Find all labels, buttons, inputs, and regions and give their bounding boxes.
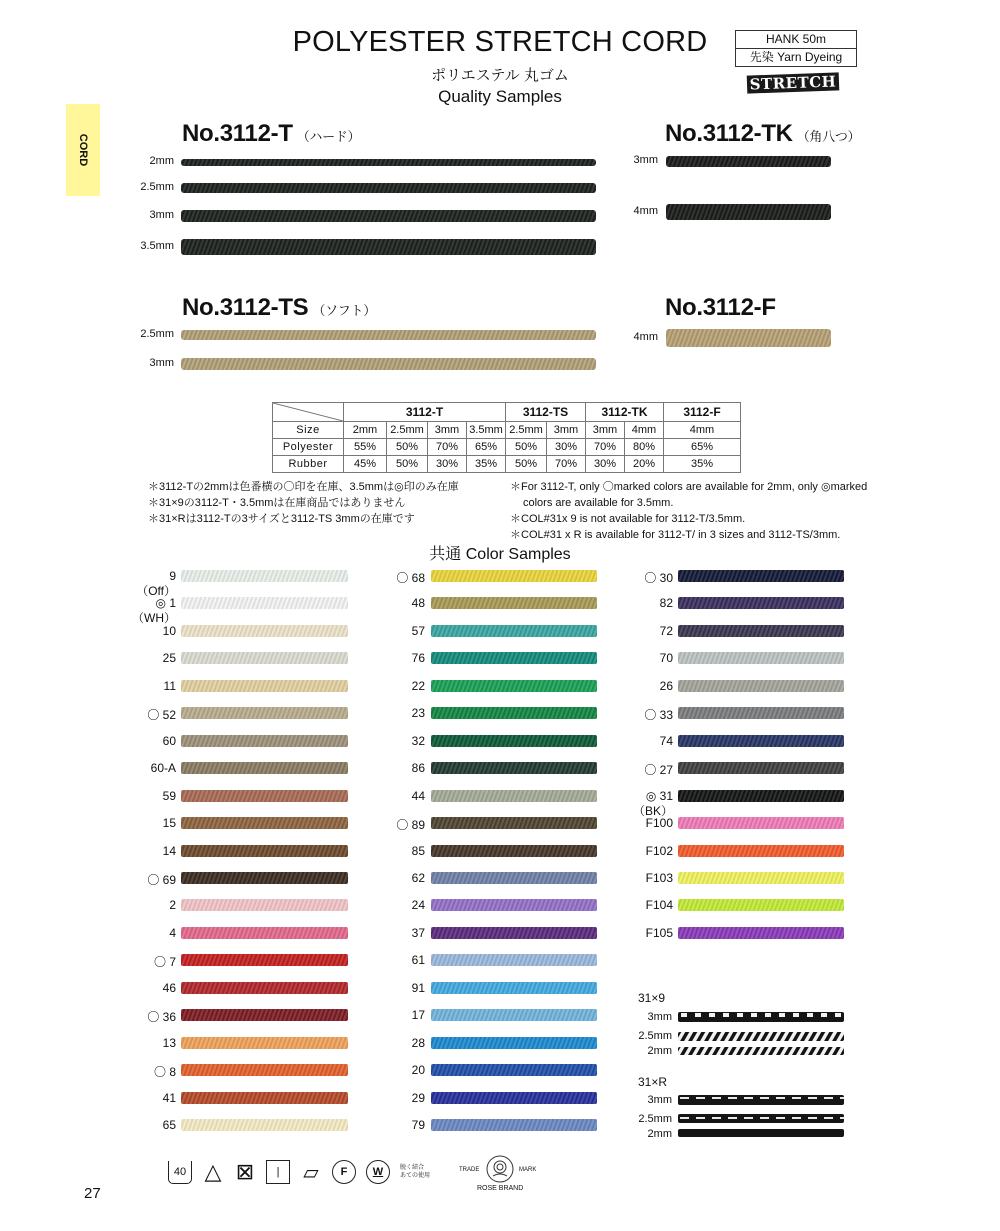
color-code-sub: （Off） xyxy=(136,584,176,598)
color-swatch xyxy=(181,1009,348,1021)
color-swatch xyxy=(181,1119,348,1131)
color-swatch xyxy=(431,1037,597,1049)
page-title: POLYESTER STRETCH CORD xyxy=(292,26,708,58)
color-swatch xyxy=(431,652,597,664)
diagonal-line xyxy=(273,403,343,421)
spec-cell: 35% xyxy=(467,456,506,473)
color-swatch xyxy=(678,790,844,802)
color-code: 82 xyxy=(659,596,673,611)
care-icon-text: △ xyxy=(204,1159,222,1184)
color-code: 26 xyxy=(659,678,673,693)
color-swatch xyxy=(181,762,348,774)
color-code: 13 xyxy=(162,1035,176,1050)
color-swatch xyxy=(181,899,348,911)
color-code: 〇 52 xyxy=(147,708,176,723)
note: ＊3112-Tの2mmは色番横の〇印を在庫、3.5mmは◎印のみ在庫 xyxy=(148,481,459,493)
spec-cell: 3mm xyxy=(428,422,467,439)
color-swatch xyxy=(181,707,348,719)
line-dry-icon xyxy=(266,1160,290,1184)
color-code: 46 xyxy=(162,980,176,995)
note: ＊COL#31x 9 is not available for 3112-T/3.5mm. xyxy=(510,513,746,525)
color-swatch xyxy=(181,625,348,637)
note: ＊For 3112-T, only 〇marked colors are available for 2mm, only ◎marked xyxy=(510,481,868,493)
spec-group: 3112-T xyxy=(344,403,506,422)
product-sub: （ソフト） xyxy=(312,303,376,318)
pattern-cord-31xr xyxy=(678,1093,844,1141)
color-code: 79 xyxy=(411,1118,425,1132)
pattern-cord-31x9 xyxy=(678,1010,844,1058)
rose-brand-logo xyxy=(455,1152,545,1196)
color-swatch xyxy=(678,680,844,692)
cord-size-label: 2.5mm xyxy=(140,328,174,340)
color-code: 25 xyxy=(162,651,176,666)
hank-box xyxy=(735,30,857,67)
wash-40-icon xyxy=(168,1161,192,1184)
color-swatch xyxy=(431,954,597,966)
no-tumble-dry-icon xyxy=(234,1161,256,1183)
spec-cell: 50% xyxy=(387,439,428,456)
color-swatch xyxy=(431,927,597,939)
spec-cell: 50% xyxy=(387,456,428,473)
color-swatch xyxy=(181,872,348,884)
color-swatch xyxy=(678,597,844,609)
spec-row xyxy=(273,439,741,456)
color-swatch xyxy=(431,762,597,774)
color-code: 〇 33 xyxy=(644,708,673,723)
color-code: 65 xyxy=(162,1118,176,1132)
color-swatch xyxy=(678,652,844,664)
color-swatch xyxy=(678,762,844,774)
note: colors are available for 3.5mm. xyxy=(523,497,674,509)
pattern-title-31x9: 31×9 xyxy=(638,991,666,1005)
color-code: 2 xyxy=(169,898,176,913)
color-swatch xyxy=(431,625,597,637)
color-code: 37 xyxy=(411,925,425,940)
spec-cell: 4mm xyxy=(625,422,664,439)
color-swatch xyxy=(431,707,597,719)
care-icon-text: ▱ xyxy=(303,1161,319,1184)
spec-cell: 65% xyxy=(467,439,506,456)
color-swatch xyxy=(181,652,348,664)
dyeing-type: 先染 Yarn Dyeing xyxy=(736,48,856,66)
color-code: 60 xyxy=(162,733,176,748)
spec-cell: 30% xyxy=(586,456,625,473)
color-code: F104 xyxy=(645,898,673,913)
product-name: No.3112-TS xyxy=(182,294,309,321)
color-swatch xyxy=(678,570,844,582)
spec-cell: 65% xyxy=(664,439,741,456)
spec-cell: 70% xyxy=(428,439,467,456)
product-heading-ts xyxy=(182,294,376,322)
spec-group: 3112-TS xyxy=(506,403,586,422)
color-swatch xyxy=(181,790,348,802)
color-code: 〇 89 xyxy=(396,818,425,833)
color-swatch xyxy=(678,845,844,857)
color-code: 60-A xyxy=(150,761,176,776)
cord-2mm xyxy=(678,1129,844,1137)
cord-sample xyxy=(181,358,596,370)
care-icons xyxy=(168,1160,430,1184)
color-code: 61 xyxy=(411,953,425,968)
cord-size-label: 2.5mm xyxy=(140,181,174,193)
color-swatch xyxy=(181,1064,348,1076)
color-code: 74 xyxy=(659,733,673,748)
color-swatch xyxy=(431,790,597,802)
product-name: No.3112-T xyxy=(182,120,293,147)
cord-sample xyxy=(181,159,596,166)
color-swatch xyxy=(431,1009,597,1021)
notes-en xyxy=(510,479,867,543)
iron-icon xyxy=(300,1161,322,1183)
product-heading-t xyxy=(182,120,360,148)
spec-row-label: Size xyxy=(273,422,344,439)
cord-sample xyxy=(181,183,596,193)
care-icon-text: | xyxy=(276,1166,280,1178)
color-code: 24 xyxy=(411,898,425,913)
color-swatch xyxy=(181,735,348,747)
color-code: 〇 30 xyxy=(644,571,673,585)
spec-row-label: Rubber xyxy=(273,456,344,473)
spec-row-label: Polyester xyxy=(273,439,344,456)
spec-cell: 50% xyxy=(506,456,547,473)
color-code: 48 xyxy=(411,596,425,611)
stretch-logo-text: STRETCH xyxy=(746,72,839,93)
hank-length: HANK 50m xyxy=(765,32,827,46)
color-swatch xyxy=(181,817,348,829)
color-swatch xyxy=(181,570,348,582)
note: ＊COL#31 x R is available for 3112-T/ in 3 sizes and 3112-TS/3mm. xyxy=(510,529,841,541)
color-swatch xyxy=(678,872,844,884)
pattern-size: 3mm xyxy=(647,1011,672,1023)
color-code: F105 xyxy=(645,925,673,940)
cord-size-label: 3.5mm xyxy=(140,240,174,252)
color-swatch xyxy=(431,735,597,747)
note: ＊31×9の3112-T・3.5mmは在庫商品ではありません xyxy=(148,497,406,509)
color-code: 57 xyxy=(411,623,425,638)
color-swatch xyxy=(678,899,844,911)
color-code: 〇 7 xyxy=(153,955,176,970)
spec-cell: 3mm xyxy=(586,422,625,439)
product-sub: （ハード） xyxy=(296,129,361,144)
care-note-line: 脱く結合 xyxy=(400,1165,425,1171)
pattern-title-31xr: 31×R xyxy=(638,1075,668,1089)
subtitle-en: Quality Samples xyxy=(438,87,562,106)
color-code: 4 xyxy=(169,925,176,940)
color-code: 76 xyxy=(411,651,425,666)
color-swatch xyxy=(431,597,597,609)
bleach-icon xyxy=(202,1161,224,1183)
spec-cell: 45% xyxy=(344,456,387,473)
color-code: 9 xyxy=(169,569,176,583)
spec-group: 3112-F xyxy=(664,403,741,422)
mark-text: MARK xyxy=(519,1167,537,1173)
cord-sample xyxy=(666,329,831,347)
color-swatch xyxy=(431,982,597,994)
color-code: ◎ 1 xyxy=(155,596,176,611)
cord-size-label: 4mm xyxy=(633,205,658,217)
color-swatch xyxy=(431,1092,597,1104)
cord-2-5mm xyxy=(678,1032,844,1041)
spec-group: 3112-TK xyxy=(586,403,664,422)
color-code: F102 xyxy=(645,843,673,858)
color-code: 86 xyxy=(411,761,425,776)
spec-cell: 30% xyxy=(428,456,467,473)
cord-sample xyxy=(181,210,596,222)
color-swatch xyxy=(181,680,348,692)
color-code: F103 xyxy=(645,870,673,885)
spec-row xyxy=(273,456,741,473)
pattern-size: 3mm xyxy=(647,1094,672,1106)
color-code: 85 xyxy=(411,843,425,858)
care-icon-text: ⊠ xyxy=(235,1159,255,1184)
color-code: 91 xyxy=(411,980,425,995)
color-code: 〇 69 xyxy=(147,872,176,887)
dry-clean-f-icon xyxy=(332,1160,356,1184)
spec-cell: 50% xyxy=(506,439,547,456)
spec-cell: 30% xyxy=(547,439,586,456)
cord-size-label: 3mm xyxy=(633,154,658,166)
color-swatch xyxy=(181,1092,348,1104)
color-swatch xyxy=(181,597,348,609)
color-code: 11 xyxy=(163,678,176,693)
color-code: 29 xyxy=(411,1090,425,1105)
color-swatch xyxy=(181,954,348,966)
product-heading-tk xyxy=(665,120,860,148)
cord-sample xyxy=(666,204,831,220)
color-code: 〇 8 xyxy=(153,1065,176,1080)
color-code: 〇 36 xyxy=(147,1010,176,1025)
rose-brand-text: ROSE BRAND xyxy=(477,1185,524,1192)
color-code: 20 xyxy=(411,1063,425,1078)
color-swatch xyxy=(431,845,597,857)
cord-3mm xyxy=(678,1095,844,1105)
cord-3mm xyxy=(678,1012,844,1022)
color-code: F100 xyxy=(645,816,673,831)
spec-cell: 55% xyxy=(344,439,387,456)
care-note xyxy=(400,1164,430,1180)
color-section-title: 共通 Color Samples xyxy=(429,546,571,563)
stretch-logo xyxy=(745,70,842,95)
cord-size-label: 2mm xyxy=(149,155,174,167)
side-tab-label: CORD xyxy=(77,133,89,167)
color-code: 10 xyxy=(162,623,176,638)
color-swatch xyxy=(678,817,844,829)
care-note-line: あての使用 xyxy=(400,1173,431,1179)
color-code: 17 xyxy=(411,1008,425,1023)
color-code: 28 xyxy=(411,1035,425,1050)
color-code: 〇 27 xyxy=(644,763,673,778)
color-code: 14 xyxy=(162,843,176,858)
page-number: 27 xyxy=(84,1185,101,1202)
spec-cell: 2mm xyxy=(344,422,387,439)
color-swatch xyxy=(181,845,348,857)
product-heading-f xyxy=(665,294,776,322)
color-code: 22 xyxy=(411,678,425,693)
note: ＊31×Rは3112-Tの3サイズと3112-TS 3mmの在庫です xyxy=(148,513,415,525)
spec-cell: 3mm xyxy=(547,422,586,439)
care-icon-text: W xyxy=(372,1166,384,1178)
color-swatch xyxy=(678,625,844,637)
color-code-sub: （WH） xyxy=(132,611,176,626)
spec-cell: 2.5mm xyxy=(506,422,547,439)
color-code: 41 xyxy=(162,1090,176,1105)
color-swatch xyxy=(678,735,844,747)
spec-cell: 3.5mm xyxy=(467,422,506,439)
color-swatch xyxy=(431,1064,597,1076)
care-icon-text: F xyxy=(340,1166,348,1178)
color-code: 〇 68 xyxy=(396,571,425,585)
color-swatch xyxy=(678,707,844,719)
notes-jp xyxy=(148,479,459,527)
spec-cell: 80% xyxy=(625,439,664,456)
spec-table-header xyxy=(273,403,741,422)
wet-clean-w-icon xyxy=(366,1160,390,1184)
cord-sample xyxy=(666,156,831,167)
spec-cell: 70% xyxy=(547,456,586,473)
cord-2mm xyxy=(678,1047,844,1055)
cord-2-5mm xyxy=(678,1114,844,1123)
pattern-size: 2mm xyxy=(647,1128,672,1140)
pattern-size: 2mm xyxy=(647,1045,672,1057)
color-swatch xyxy=(431,680,597,692)
care-icon-text: 40 xyxy=(173,1165,187,1178)
cord-size-label: 3mm xyxy=(149,209,174,221)
side-tab xyxy=(66,104,100,196)
cord-sample xyxy=(181,239,596,255)
color-swatch xyxy=(431,899,597,911)
color-code: 32 xyxy=(411,733,425,748)
color-swatch xyxy=(431,817,597,829)
spec-row xyxy=(273,422,741,439)
color-code: 23 xyxy=(411,706,425,721)
color-swatch xyxy=(181,927,348,939)
rose-icon xyxy=(483,1154,517,1184)
cord-size-label: 4mm xyxy=(633,331,658,343)
color-swatch xyxy=(431,872,597,884)
color-code: 59 xyxy=(162,788,176,803)
color-code: 15 xyxy=(162,816,176,831)
product-sub: （角八つ） xyxy=(796,129,861,144)
spec-cell: 4mm xyxy=(664,422,741,439)
color-code: 44 xyxy=(411,788,425,803)
product-name: No.3112-F xyxy=(665,294,776,321)
spec-cell: 70% xyxy=(586,439,625,456)
color-swatch xyxy=(181,1037,348,1049)
color-code: 70 xyxy=(659,651,673,666)
color-swatch xyxy=(678,927,844,939)
subtitle-jp: ポリエステル 丸ゴム xyxy=(431,67,569,84)
pattern-size: 2.5mm xyxy=(638,1113,672,1125)
spec-table xyxy=(272,402,741,473)
color-code: 62 xyxy=(411,870,425,885)
spec-cell: 2.5mm xyxy=(387,422,428,439)
color-swatch xyxy=(181,982,348,994)
cord-sample xyxy=(181,330,596,340)
color-code-sub: （BK） xyxy=(632,803,673,818)
trade-text: TRADE xyxy=(459,1167,480,1173)
spec-cell: 35% xyxy=(664,456,741,473)
pattern-size: 2.5mm xyxy=(638,1030,672,1042)
color-code: 72 xyxy=(659,623,673,638)
spec-cell: 20% xyxy=(625,456,664,473)
color-code: ◎ 31 xyxy=(645,788,673,803)
spec-table-corner xyxy=(273,403,344,422)
cord-size-label: 3mm xyxy=(149,357,174,369)
color-swatch xyxy=(431,1119,597,1131)
color-swatch xyxy=(431,570,597,582)
product-name: No.3112-TK xyxy=(665,120,793,147)
